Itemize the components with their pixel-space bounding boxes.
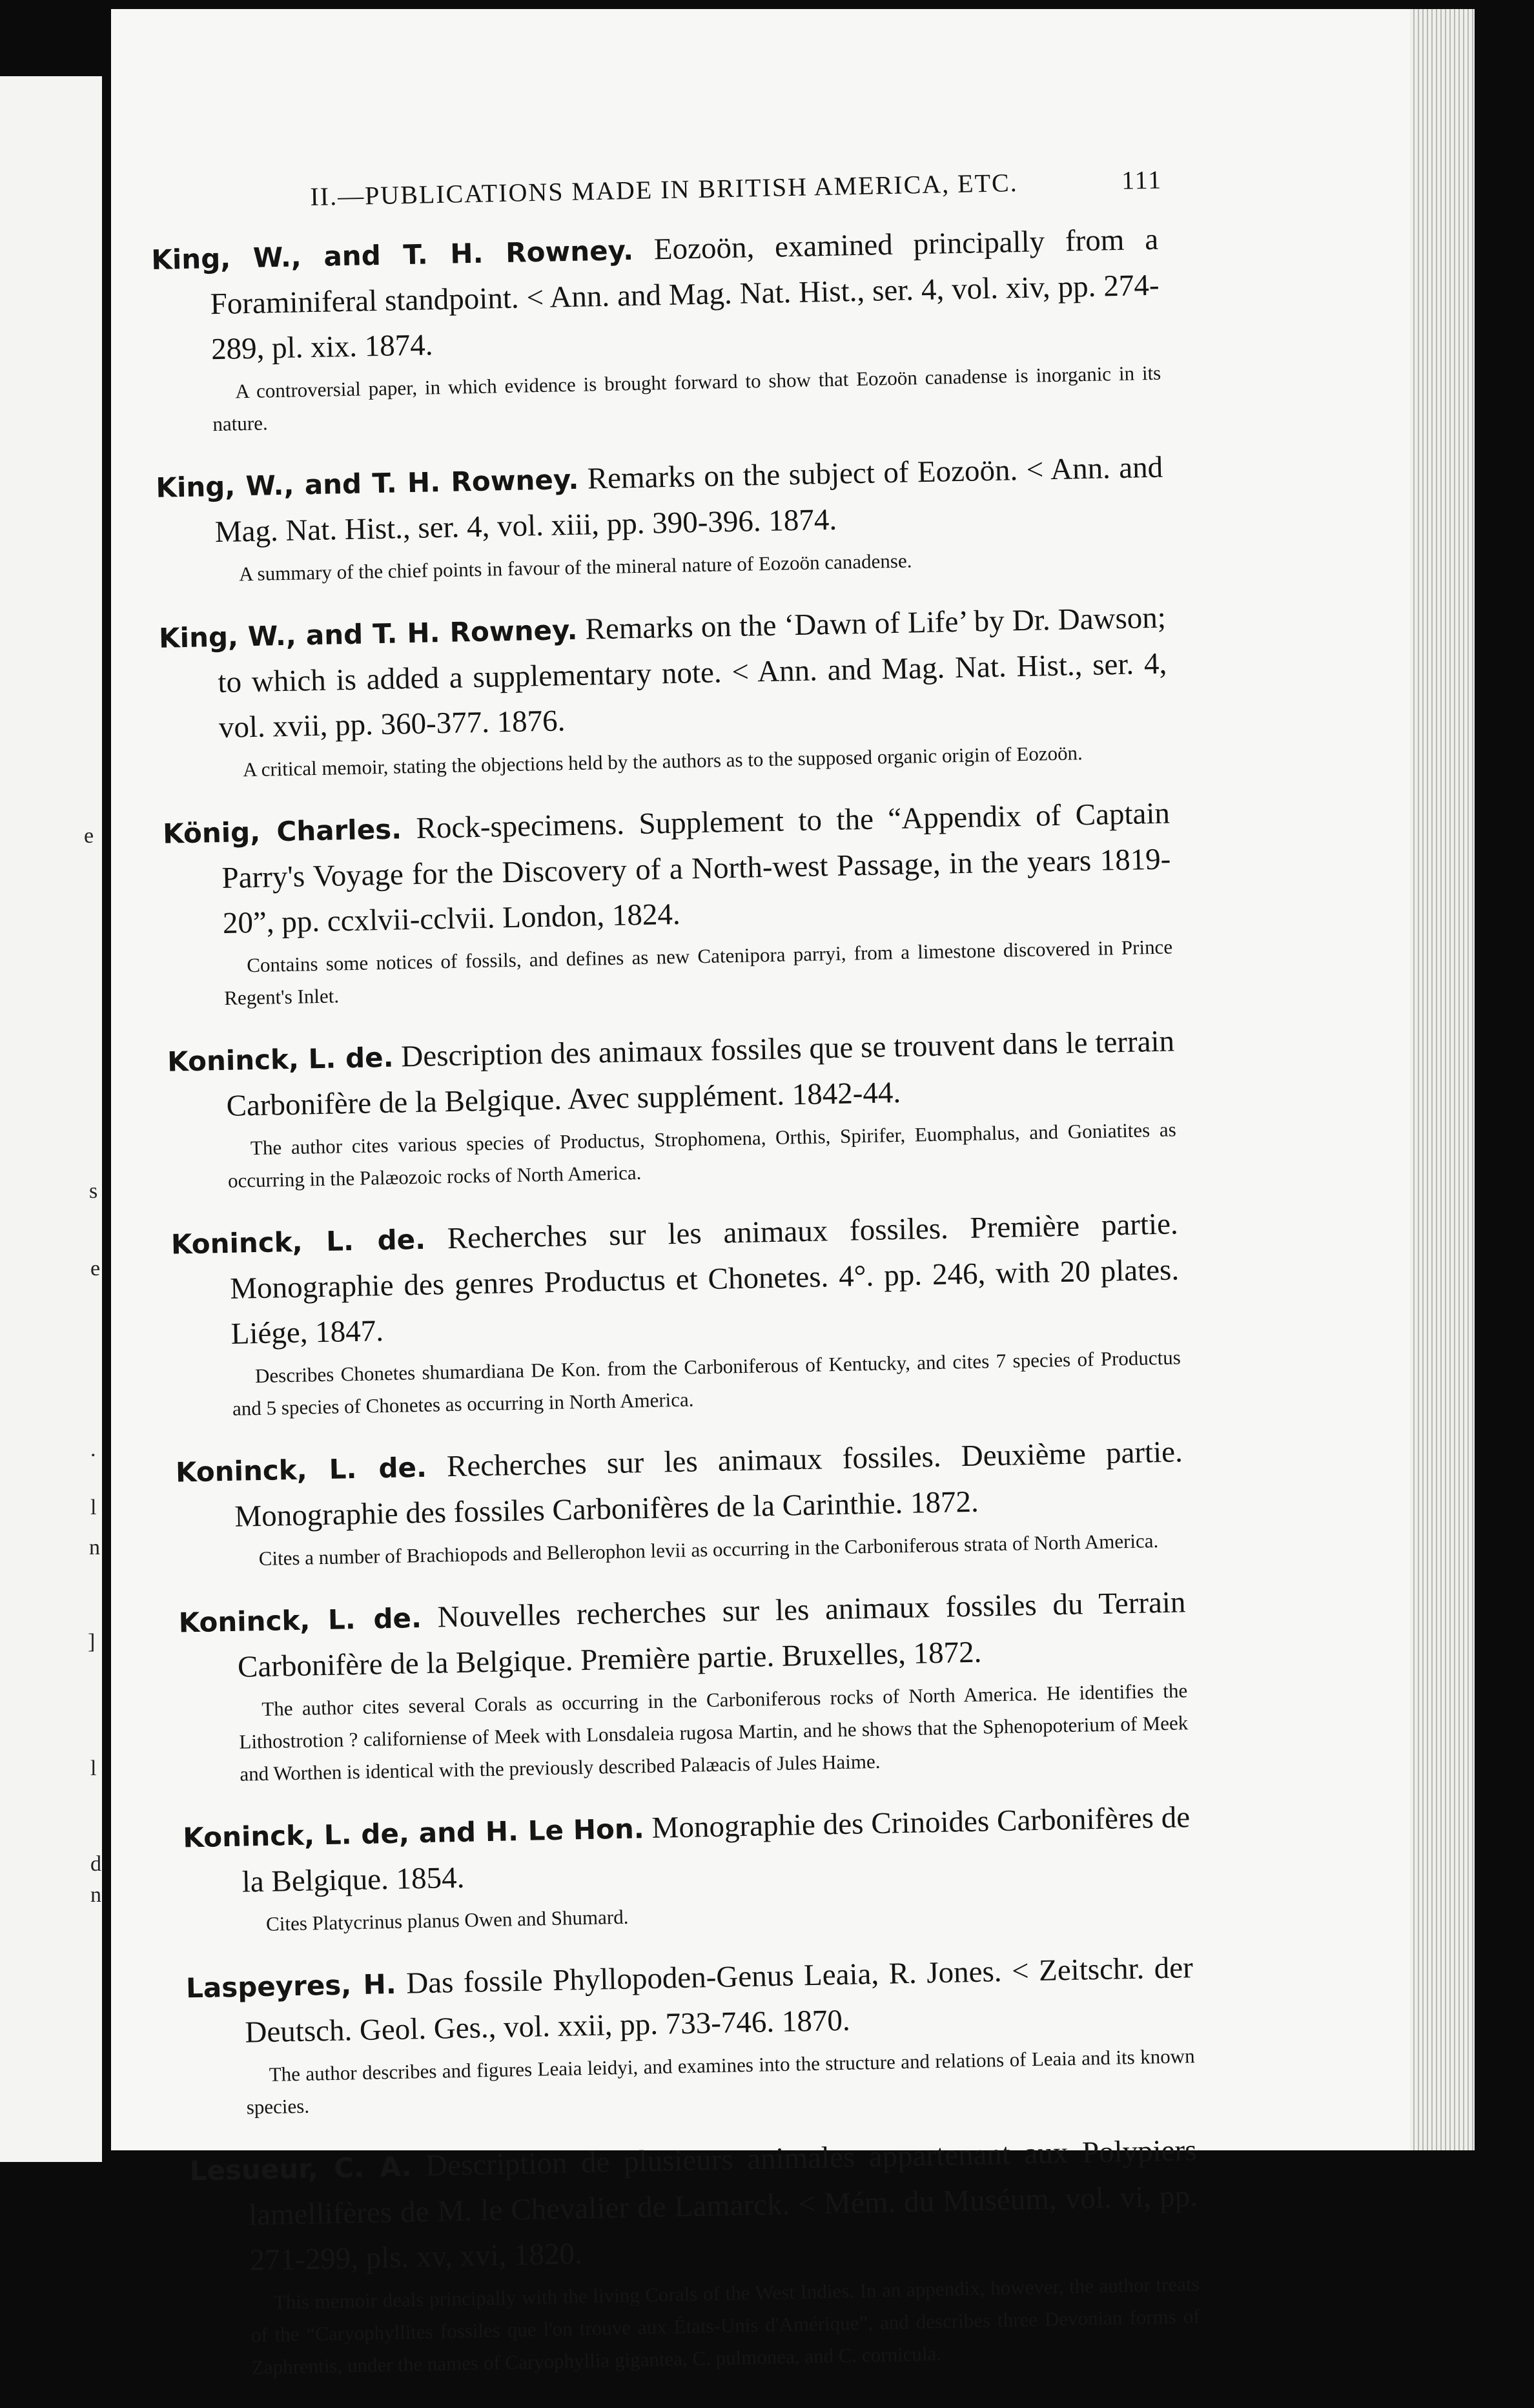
page-number: 111 (1121, 165, 1163, 195)
bibliography-entry (175, 1429, 1185, 1576)
facing-page-fragment: ] (88, 1630, 96, 1654)
entry-citation: Nouvelles recherches sur les animaux fossiles du Terrain Carbonifère de la Belgique. Première partie. Bruxelles, 1872. (237, 1585, 1186, 1684)
facing-page-fragment: s (89, 1179, 98, 1203)
facing-page-fragment: n (90, 1883, 101, 1907)
entry-citation: Recherches sur les animaux fossiles. Première partie. Monographie des genres Productus et Chonetes. 4°. pp. 246, with 20 plates. Liége, 1847. (229, 1207, 1180, 1351)
entry-author: Koninck, L. de. (175, 1451, 427, 1488)
entry-annotation: Contains some notices of fossils, and defines as new Catenipora parryi, from a limestone discovered in Prince Regent's Inlet. (223, 935, 1173, 1009)
entry-annotation: This memoir deals principally with the living Corals of the West Indies. In an appendix, however, the author treats of the “Caryophyllites fossiles que l'on trouve aux États-Unis d'Amérique”, and describes three Devonian forms of Zaphrentis, under the names of Caryophyllia gigantea, C. pulmonea, and C. cornicula. (251, 2272, 1200, 2379)
entry-author: König, Charles. (162, 813, 402, 850)
entry-annotation: Describes Chonetes shumardiana De Kon. from the Carboniferous of Kentucky, and cites 7 species of Productus and 5 species of Chonetes as occurring in North America. (232, 1346, 1181, 1420)
bibliography-text (150, 165, 1202, 2408)
citation (189, 2128, 1199, 2284)
bibliography-entry (183, 1795, 1192, 1942)
bibliography-entry (178, 1580, 1189, 1791)
entry-author: King, W., and T. H. Rowney. (158, 613, 578, 654)
entry-annotation: A critical memoir, stating the objections held by the authors as to the supposed organic origin of Eozoön. (242, 741, 1083, 781)
citation (151, 217, 1161, 373)
citation (185, 1945, 1194, 2056)
entry-author: Koninck, L. de. (167, 1041, 394, 1078)
facing-page-edge (0, 76, 102, 2162)
entry-citation: Remarks on the ‘Dawn of Life’ by Dr. Dawson; to which is added a supplementary note. < Ann. and Mag. Nat. Hist., ser. 4, vol. xvii, pp. 360-377. 1876. (217, 601, 1167, 745)
entry-citation: Description de plusieurs animales appartenant aux Polypiers lamellifères de M. le Chevalier de Lamarck. < Mém. du Muséum, vol. vi, pp. 271-299, pls. xv, xvi, 1820. (248, 2134, 1198, 2278)
facing-page-fragment: n (89, 1536, 100, 1559)
page-edges (1410, 9, 1475, 2150)
entry-author: Koninck, L. de. (178, 1602, 422, 1639)
facing-page-fragment: l (90, 1496, 97, 1519)
entry-citation: Monographie des Crinoides Carbonifères de la Belgique. 1854. (241, 1800, 1191, 1899)
entry-annotation: The author describes and figures Leaia leidyi, and examines into the structure and relations of Leaia and its known species. (246, 2044, 1195, 2119)
bibliography-entry (156, 445, 1165, 592)
entry-citation: Description des animaux fossiles que se trouvent dans le terrain Carbonifère de la Belgique. Avec supplément. 1842-44. (226, 1024, 1175, 1123)
entry-citation: Rock-specimens. Supplement to the “Appendix of Captain Parry's Voyage for the Discovery of a North-west Passage, in the years 1819-20”, pp. ccxlvii-cclvii. London, 1824. (221, 796, 1171, 940)
entry-annotation: The author cites several Corals as occurring in the Carboniferous rocks of North America. He identifies the Lithostrotion ? californiense of Meek with Lonsdaleia rugosa Martin, and he shows that the Sphenopoterium of Meek and Worthen is identical with the previously described Palæacis of Jules Haime. (239, 1679, 1189, 1785)
entry-annotation: The author cites various species of Productus, Strophomena, Orthis, Spirifer, Euomphalus, and Goniatites as occurring in the Palæozoic rocks of North America. (227, 1118, 1177, 1192)
citation (170, 1201, 1180, 1357)
citation (156, 445, 1165, 556)
entry-annotation: Cites Platycrinus planus Owen and Shumard. (265, 1905, 629, 1935)
entry-author: Laspeyres, H. (185, 1968, 397, 2004)
entry-citation: Recherches sur les animaux fossiles. Deuxième partie. Monographie des fossiles Carbonifères de la Carinthie. 1872. (234, 1435, 1183, 1534)
entry-citation: Eozoön, examined principally from a Foraminiferal standpoint. < Ann. and Mag. Nat. Hist., ser. 4, vol. xiv, pp. 274-289, pl. xix. 1874. (210, 222, 1160, 367)
bibliography-entry (158, 595, 1169, 788)
entry-citation: Das fossile Phyllopoden-Genus Leaia, R. Jones. < Zeitschr. der Deutsch. Geol. Ges., vol. xxii, pp. 733-746. 1870. (244, 1951, 1194, 2050)
entry-annotation: Cites a number of Brachiopods and Bellerophon levii as occurring in the Carboniferous strata of North America. (258, 1529, 1159, 1570)
bibliography-entry (162, 790, 1173, 1015)
bibliography-entry (170, 1201, 1181, 1426)
citation (158, 595, 1168, 752)
entry-citation: Remarks on the subject of Eozoön. < Ann. and Mag. Nat. Hist., ser. 4, vol. xiii, pp. 390-396. 1874. (214, 450, 1163, 550)
bibliography-entry (167, 1018, 1178, 1198)
facing-page-fragment: e (90, 1257, 101, 1281)
citation (175, 1429, 1184, 1540)
facing-page-fragment: d (90, 1852, 101, 1876)
entry-annotation: A controversial paper, in which evidence is brought forward to show that Eozoön canadense is inorganic in its nature. (212, 361, 1161, 436)
bibliography-entry (189, 2128, 1201, 2385)
entry-author: Koninck, L. de, and H. Le Hon. (182, 1813, 645, 1854)
bibliography-entry (185, 1945, 1196, 2125)
entry-annotation: A summary of the chief points in favour of the mineral nature of Eozoön canadense. (238, 549, 912, 586)
facing-page-fragment: e (84, 824, 94, 848)
citation (162, 790, 1172, 947)
bibliography-entry (151, 217, 1162, 442)
entry-author: King, W., and T. H. Rowney. (150, 234, 634, 276)
facing-page-fragment: . (90, 1437, 96, 1461)
entry-author: King, W., and T. H. Rowney. (155, 463, 579, 504)
running-head-title: II.—PUBLICATIONS MADE IN BRITISH AMERICA, ETC. (309, 168, 1019, 212)
entry-author: Lesueur, C. A. (189, 2150, 413, 2187)
citation (167, 1018, 1176, 1129)
citation (178, 1580, 1187, 1691)
facing-page-fragment: l (90, 1756, 97, 1780)
citation (183, 1795, 1192, 1906)
entry-author: Koninck, L. de. (170, 1223, 426, 1261)
